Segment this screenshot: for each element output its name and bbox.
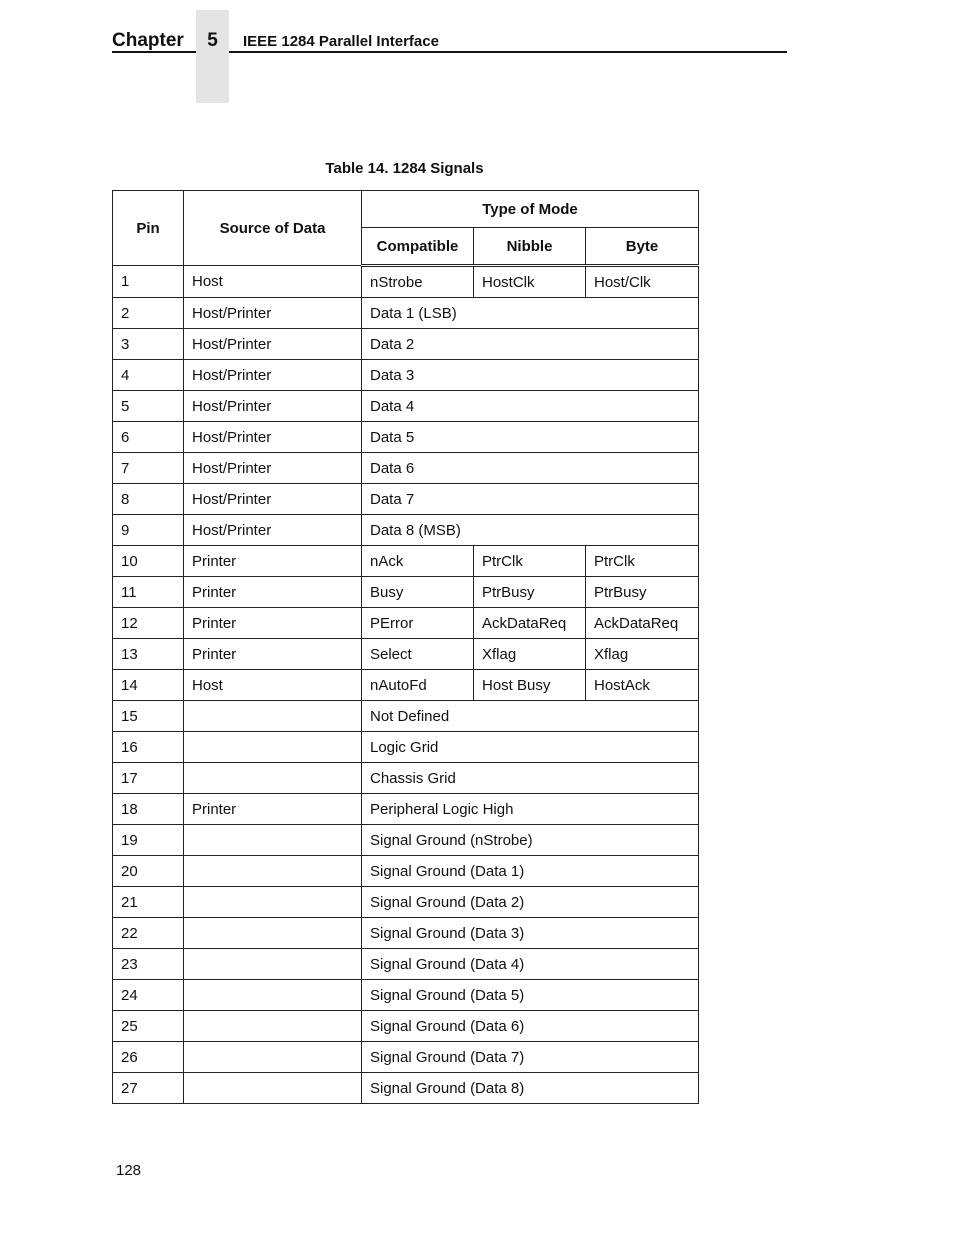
- table-row: [113, 1073, 699, 1104]
- page-number: 128: [116, 1162, 142, 1179]
- table-row: [113, 1011, 699, 1042]
- cell-pin: 20: [113, 856, 184, 887]
- cell-pin: 17: [113, 763, 184, 794]
- cell-source: [184, 763, 362, 794]
- column-header-type-of-mode: Type of Mode: [362, 191, 699, 228]
- cell-byte: Xflag: [586, 639, 699, 670]
- table-row: [113, 1042, 699, 1073]
- cell-signal-all-modes: Signal Ground (Data 2): [362, 887, 699, 918]
- column-header-pin: Pin: [113, 191, 184, 266]
- table-row: [113, 949, 699, 980]
- cell-pin: 11: [113, 577, 184, 608]
- table-row: [113, 794, 699, 825]
- table-row: [113, 422, 699, 453]
- cell-source: Host/Printer: [184, 484, 362, 515]
- cell-nibble: AckDataReq: [474, 608, 586, 639]
- cell-source: [184, 1011, 362, 1042]
- cell-source: Printer: [184, 577, 362, 608]
- cell-source: [184, 949, 362, 980]
- cell-source: [184, 825, 362, 856]
- table-row: [113, 391, 699, 422]
- cell-pin: 6: [113, 422, 184, 453]
- cell-source: [184, 1073, 362, 1104]
- cell-signal-all-modes: Signal Ground (nStrobe): [362, 825, 699, 856]
- cell-source: Host/Printer: [184, 515, 362, 546]
- cell-signal-all-modes: Data 8 (MSB): [362, 515, 699, 546]
- cell-pin: 8: [113, 484, 184, 515]
- cell-compatible: Busy: [362, 577, 474, 608]
- cell-nibble: HostClk: [474, 266, 586, 298]
- chapter-label: Chapter: [112, 30, 184, 51]
- cell-pin: 24: [113, 980, 184, 1011]
- cell-source: Printer: [184, 639, 362, 670]
- cell-pin: 3: [113, 329, 184, 360]
- header-rule: [229, 51, 787, 53]
- table-row: [113, 887, 699, 918]
- cell-pin: 26: [113, 1042, 184, 1073]
- cell-compatible: PError: [362, 608, 474, 639]
- table-row: [113, 856, 699, 887]
- table-row: [113, 732, 699, 763]
- cell-byte: HostAck: [586, 670, 699, 701]
- cell-nibble: Host Busy: [474, 670, 586, 701]
- cell-signal-all-modes: Data 6: [362, 453, 699, 484]
- cell-pin: 2: [113, 298, 184, 329]
- column-header-source: Source of Data: [184, 191, 362, 266]
- table-row: [113, 329, 699, 360]
- cell-signal-all-modes: Not Defined: [362, 701, 699, 732]
- cell-source: [184, 1042, 362, 1073]
- cell-pin: 19: [113, 825, 184, 856]
- table-row: [113, 980, 699, 1011]
- cell-compatible: Select: [362, 639, 474, 670]
- cell-signal-all-modes: Data 2: [362, 329, 699, 360]
- column-header-byte: Byte: [586, 228, 699, 266]
- cell-signal-all-modes: Signal Ground (Data 1): [362, 856, 699, 887]
- cell-signal-all-modes: Data 4: [362, 391, 699, 422]
- cell-source: Host/Printer: [184, 391, 362, 422]
- table-row: [113, 918, 699, 949]
- chapter-tab: [196, 10, 229, 103]
- table-row: [113, 515, 699, 546]
- cell-pin: 7: [113, 453, 184, 484]
- cell-signal-all-modes: Data 1 (LSB): [362, 298, 699, 329]
- table-caption: Table 14. 1284 Signals: [325, 160, 484, 177]
- table-row: [113, 639, 699, 670]
- cell-source: Host/Printer: [184, 360, 362, 391]
- cell-signal-all-modes: Signal Ground (Data 6): [362, 1011, 699, 1042]
- cell-signal-all-modes: Signal Ground (Data 7): [362, 1042, 699, 1073]
- cell-source: Host/Printer: [184, 453, 362, 484]
- cell-signal-all-modes: Chassis Grid: [362, 763, 699, 794]
- cell-pin: 16: [113, 732, 184, 763]
- cell-pin: 22: [113, 918, 184, 949]
- cell-pin: 1: [113, 266, 184, 298]
- cell-signal-all-modes: Data 5: [362, 422, 699, 453]
- table-row: [113, 298, 699, 329]
- cell-byte: PtrClk: [586, 546, 699, 577]
- table-row: [113, 266, 699, 298]
- table-row: [113, 608, 699, 639]
- cell-pin: 4: [113, 360, 184, 391]
- cell-signal-all-modes: Peripheral Logic High: [362, 794, 699, 825]
- table-body: [113, 266, 699, 1104]
- cell-compatible: nAck: [362, 546, 474, 577]
- table-row: [113, 484, 699, 515]
- cell-compatible: nStrobe: [362, 266, 474, 298]
- cell-pin: 12: [113, 608, 184, 639]
- cell-pin: 15: [113, 701, 184, 732]
- cell-pin: 23: [113, 949, 184, 980]
- cell-signal-all-modes: Signal Ground (Data 8): [362, 1073, 699, 1104]
- cell-pin: 21: [113, 887, 184, 918]
- cell-source: [184, 856, 362, 887]
- cell-pin: 27: [113, 1073, 184, 1104]
- cell-pin: 9: [113, 515, 184, 546]
- table-row: [113, 360, 699, 391]
- cell-source: Host/Printer: [184, 422, 362, 453]
- cell-signal-all-modes: Data 3: [362, 360, 699, 391]
- cell-pin: 5: [113, 391, 184, 422]
- column-header-nibble: Nibble: [474, 228, 586, 266]
- cell-byte: AckDataReq: [586, 608, 699, 639]
- cell-signal-all-modes: Logic Grid: [362, 732, 699, 763]
- cell-nibble: PtrClk: [474, 546, 586, 577]
- cell-byte: Host/Clk: [586, 266, 699, 298]
- cell-source: Host/Printer: [184, 329, 362, 360]
- cell-nibble: Xflag: [474, 639, 586, 670]
- cell-source: Printer: [184, 794, 362, 825]
- column-header-compatible: Compatible: [362, 228, 474, 266]
- cell-nibble: PtrBusy: [474, 577, 586, 608]
- signals-table: [112, 190, 699, 1104]
- table-row: [113, 577, 699, 608]
- cell-source: Host: [184, 670, 362, 701]
- cell-source: [184, 701, 362, 732]
- cell-pin: 10: [113, 546, 184, 577]
- table-row: [113, 453, 699, 484]
- header-rule: [112, 51, 196, 53]
- cell-source: [184, 918, 362, 949]
- cell-signal-all-modes: Data 7: [362, 484, 699, 515]
- cell-source: Printer: [184, 608, 362, 639]
- cell-pin: 14: [113, 670, 184, 701]
- table-row: [113, 546, 699, 577]
- chapter-title: IEEE 1284 Parallel Interface: [243, 33, 439, 50]
- table-row: [113, 670, 699, 701]
- cell-source: Host/Printer: [184, 298, 362, 329]
- cell-source: Host: [184, 266, 362, 298]
- cell-signal-all-modes: Signal Ground (Data 3): [362, 918, 699, 949]
- table-row: [113, 701, 699, 732]
- table-row: [113, 825, 699, 856]
- cell-compatible: nAutoFd: [362, 670, 474, 701]
- cell-source: Printer: [184, 546, 362, 577]
- chapter-number: 5: [207, 30, 218, 51]
- cell-byte: PtrBusy: [586, 577, 699, 608]
- cell-signal-all-modes: Signal Ground (Data 4): [362, 949, 699, 980]
- cell-source: [184, 732, 362, 763]
- cell-pin: 13: [113, 639, 184, 670]
- cell-signal-all-modes: Signal Ground (Data 5): [362, 980, 699, 1011]
- table-row: [113, 763, 699, 794]
- cell-source: [184, 980, 362, 1011]
- cell-pin: 18: [113, 794, 184, 825]
- cell-source: [184, 887, 362, 918]
- cell-pin: 25: [113, 1011, 184, 1042]
